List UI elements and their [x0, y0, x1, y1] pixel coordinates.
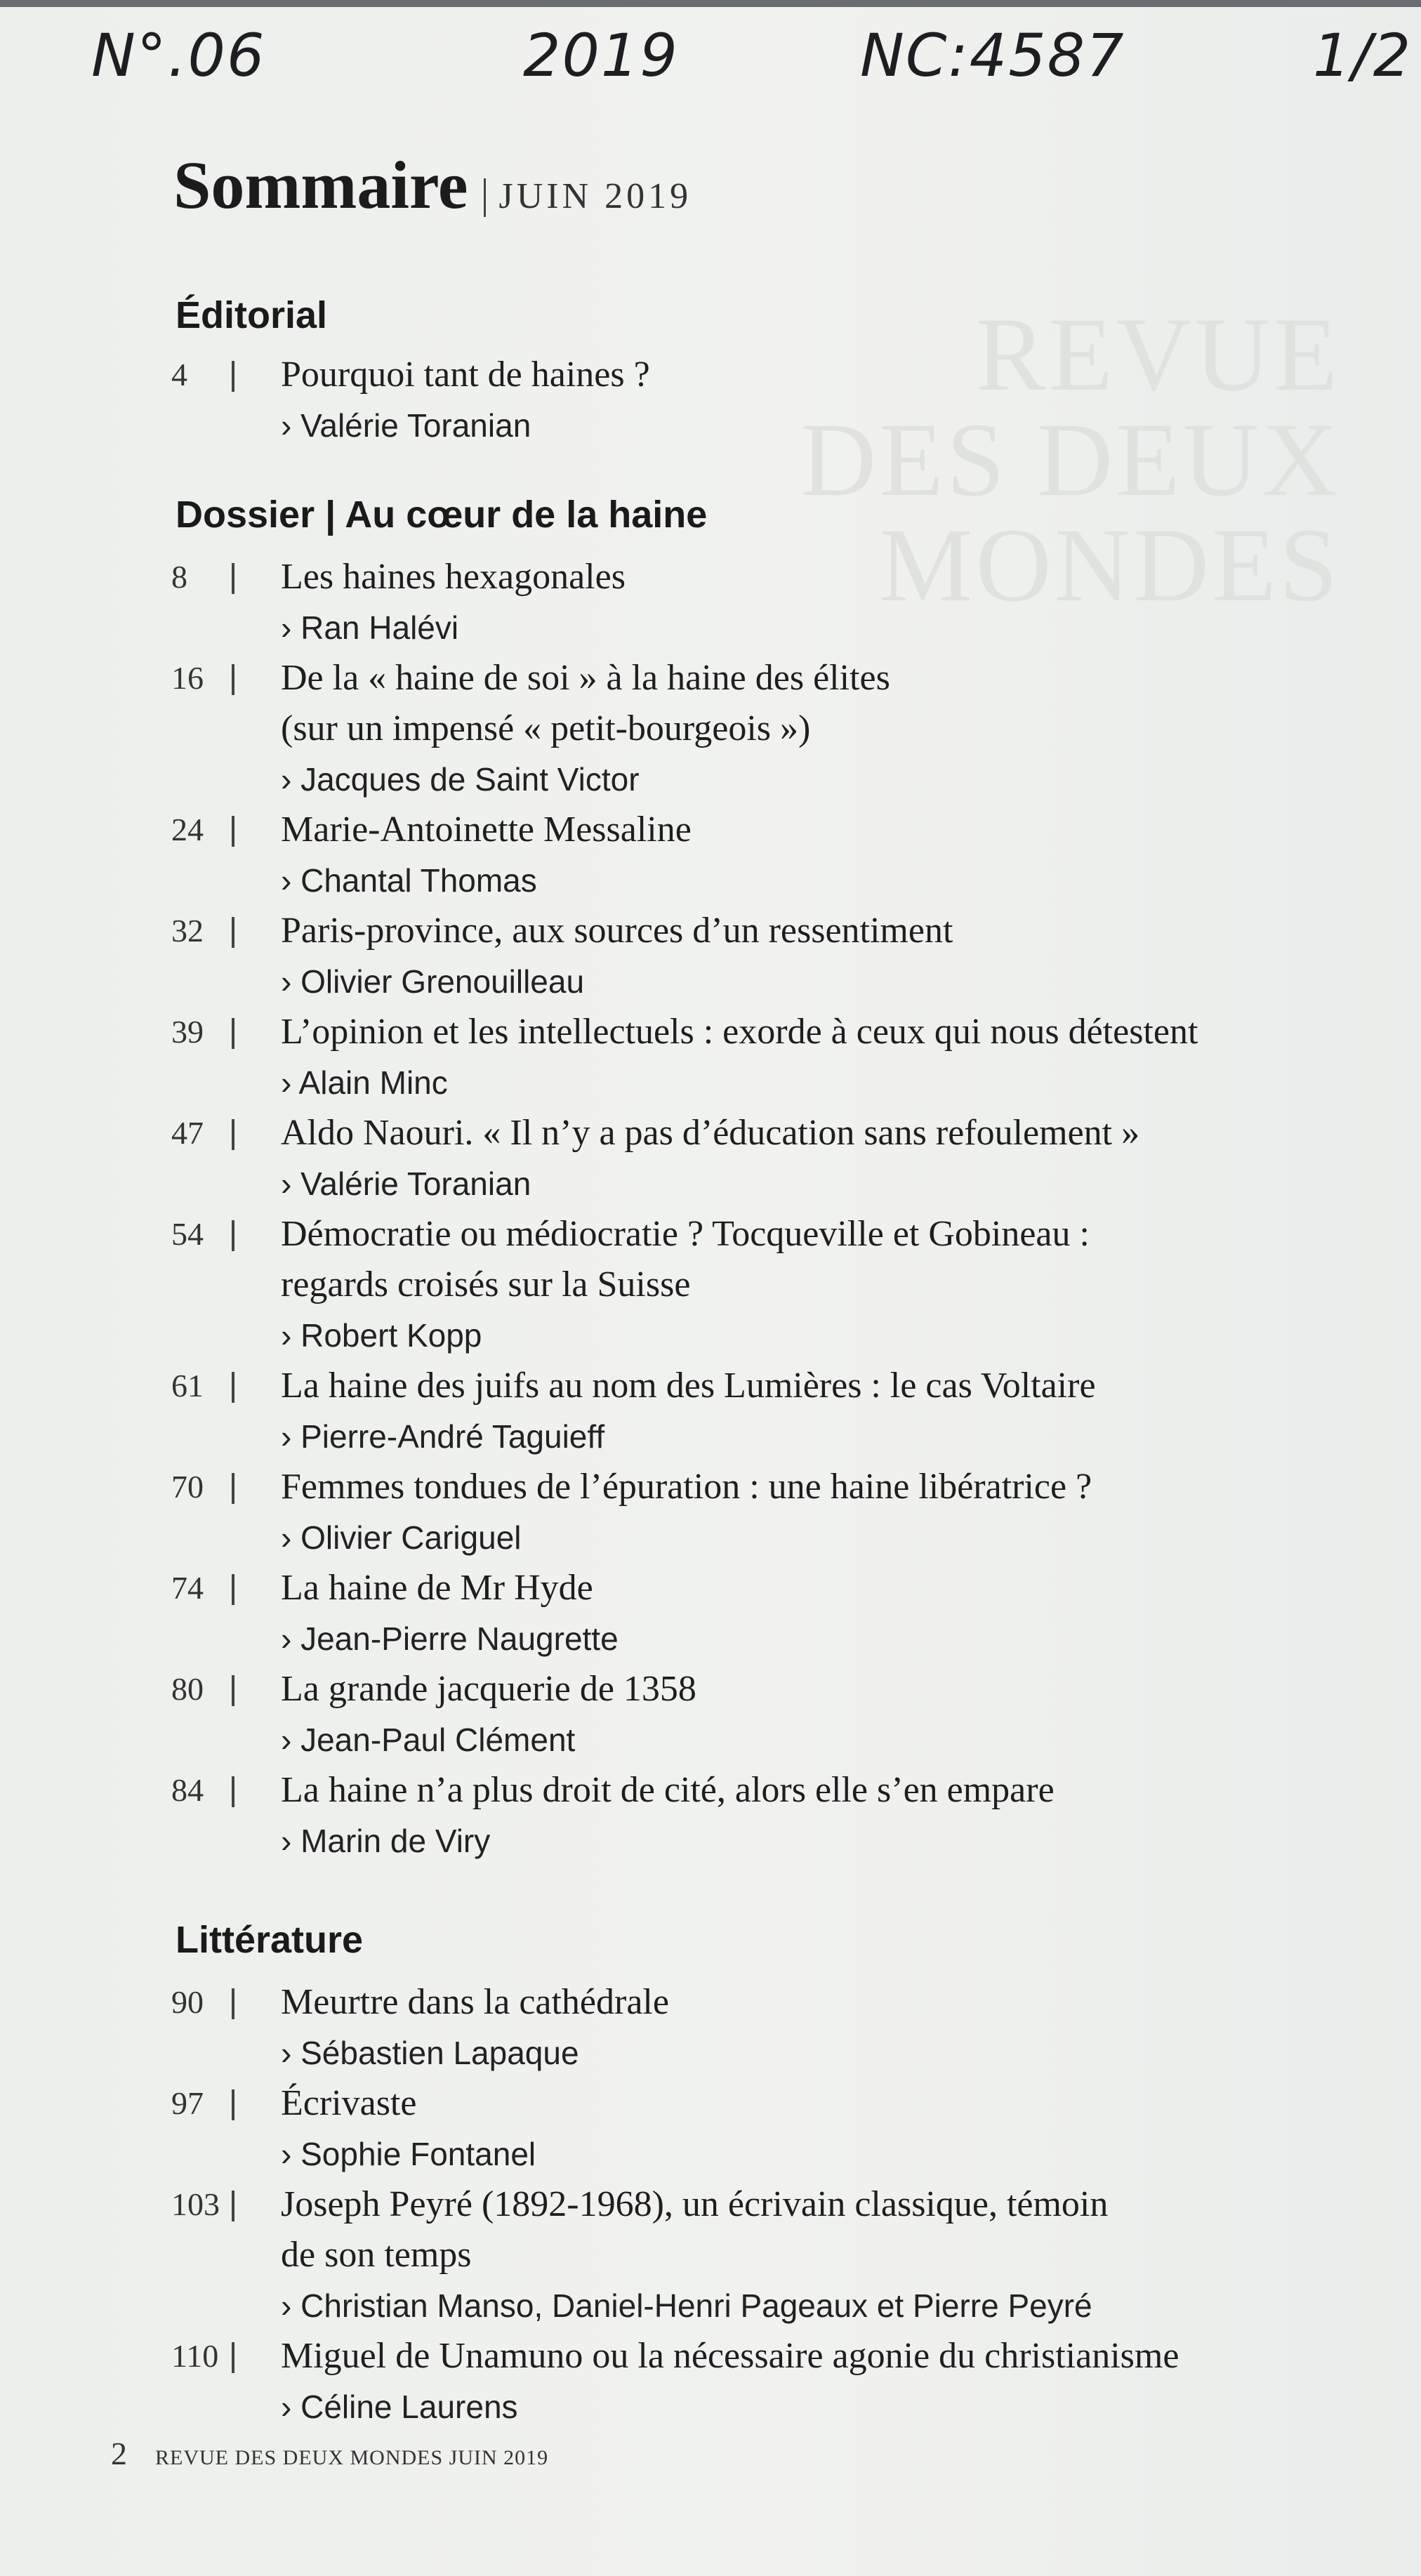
page-number: 97: [171, 2085, 204, 2121]
article-author: › Marin de Viry: [281, 1823, 491, 1859]
page-number: 39: [171, 1014, 204, 1050]
article-author: › Robert Kopp: [281, 1317, 482, 1354]
entry-separator: [232, 1372, 234, 1403]
page-footer: [111, 2435, 548, 2472]
page-header: [173, 146, 692, 224]
article-title: La haine des juifs au nom des Lumières : le cas Voltaire: [281, 1366, 1096, 1406]
article-title: Les haines hexagonales: [281, 557, 626, 597]
entry-separator: [232, 1018, 234, 1049]
watermark-line: DES DEUX: [800, 402, 1341, 518]
article-author: › Jacques de Saint Victor: [281, 761, 640, 798]
page-number: 70: [171, 1469, 204, 1505]
entry-separator: [232, 2342, 234, 2373]
article-title: Paris-province, aux sources d’un ressentiment: [281, 911, 953, 951]
entry-separator: [232, 2191, 234, 2221]
page-number: 4: [171, 357, 187, 392]
entry-separator: [232, 917, 234, 948]
entry-separator: [232, 1675, 234, 1706]
entry-separator: [232, 361, 234, 392]
page-number: 24: [171, 812, 204, 847]
entry-separator: [232, 2089, 234, 2120]
issue-date: JUIN 2019: [498, 176, 692, 216]
entry-separator: [232, 1776, 234, 1807]
page-number: 16: [171, 660, 204, 696]
page-number: 103: [171, 2186, 220, 2222]
article-title: La haine de Mr Hyde: [281, 1568, 593, 1608]
entry-separator: [232, 1119, 234, 1150]
article-title: L’opinion et les intellectuels : exorde à ceux qui nous détestent: [281, 1012, 1198, 1052]
entry-separator: [232, 563, 234, 594]
handwritten-issue-number: N°.06: [91, 21, 266, 90]
watermark-line: MONDES: [879, 507, 1341, 623]
article-title-continued: de son temps: [281, 2235, 472, 2275]
title-separator: |: [480, 171, 489, 217]
entry-separator: [232, 1574, 234, 1605]
handwritten-nc-code: NC:4587: [860, 21, 1125, 90]
page-number: 74: [171, 1570, 204, 1606]
page-number: 61: [171, 1368, 204, 1403]
article-author: › Sophie Fontanel: [281, 2136, 536, 2172]
article-title: Femmes tondues de l’épuration : une haine libératrice ?: [281, 1467, 1092, 1507]
article-title-continued: (sur un impensé « petit-bourgeois »): [281, 708, 811, 748]
article-author: › Olivier Grenouilleau: [281, 963, 585, 1000]
section-heading-editorial: Éditorial: [176, 294, 328, 336]
entry-separator: [232, 1473, 234, 1504]
entry-separator: [232, 1220, 234, 1251]
page-number: 90: [171, 1984, 204, 2020]
article-title: Joseph Peyré (1892-1968), un écrivain classique, témoin: [281, 2184, 1109, 2224]
handwritten-fraction: 1/2: [1313, 21, 1413, 90]
entry-separator: [232, 816, 234, 847]
article-author: › Olivier Cariguel: [281, 1519, 522, 1556]
article-author: › Céline Laurens: [281, 2389, 518, 2425]
article-title: La haine n’a plus droit de cité, alors elle s’en empare: [281, 1770, 1055, 1810]
article-author: › Alain Minc: [281, 1064, 448, 1101]
article-title: La grande jacquerie de 1358: [281, 1669, 696, 1709]
page-number: 84: [171, 1772, 204, 1808]
article-title: Aldo Naouri. « Il n’y a pas d’éducation sans refoulement »: [281, 1113, 1140, 1153]
article-author: › Sébastien Lapaque: [281, 2035, 579, 2071]
article-title: Pourquoi tant de haines ?: [281, 355, 650, 395]
page-number: 110: [171, 2338, 219, 2374]
entry-separator: [232, 1988, 234, 2019]
handwritten-year: 2019: [523, 21, 679, 90]
article-author: › Jean-Pierre Naugrette: [281, 1620, 619, 1657]
article-title: Écrivaste: [281, 2083, 417, 2123]
article-author: › Christian Manso, Daniel-Henri Pageaux et Pierre Peyré: [281, 2287, 1092, 2324]
footer-running-title: REVUE DES DEUX MONDES JUIN 2019: [155, 2446, 549, 2469]
article-title: Miguel de Unamuno ou la nécessaire agonie du christianisme: [281, 2336, 1179, 2376]
article-title-continued: regards croisés sur la Suisse: [281, 1264, 691, 1304]
entry-separator: [232, 664, 234, 695]
article-title: Marie-Antoinette Messaline: [281, 810, 692, 850]
page-number: 54: [171, 1216, 204, 1252]
article-author: › Jean-Paul Clément: [281, 1722, 576, 1758]
page-number: 8: [171, 559, 187, 595]
article-title: De la « haine de soi » à la haine des élites: [281, 658, 890, 698]
page-number: 32: [171, 913, 204, 949]
page-number: 80: [171, 1671, 204, 1707]
section-heading-dossier: Dossier | Au cœur de la haine: [176, 494, 708, 536]
section-heading-litterature: Littérature: [176, 1919, 364, 1961]
article-author: › Ran Halévi: [281, 609, 459, 646]
article-author: › Valérie Toranian: [281, 1165, 531, 1202]
article-author: › Chantal Thomas: [281, 862, 537, 899]
article-author: › Pierre-André Taguieff: [281, 1418, 605, 1455]
article-title: Meurtre dans la cathédrale: [281, 1982, 669, 2022]
footer-page-number: 2: [111, 2436, 127, 2471]
page-title: Sommaire: [173, 147, 468, 223]
article-author: › Valérie Toranian: [281, 407, 531, 444]
article-title: Démocratie ou médiocratie ? Tocqueville et Gobineau :: [281, 1214, 1090, 1254]
scan-top-edge: [0, 0, 1421, 7]
watermark-line: REVUE: [975, 296, 1341, 413]
page-number: 47: [171, 1115, 204, 1151]
